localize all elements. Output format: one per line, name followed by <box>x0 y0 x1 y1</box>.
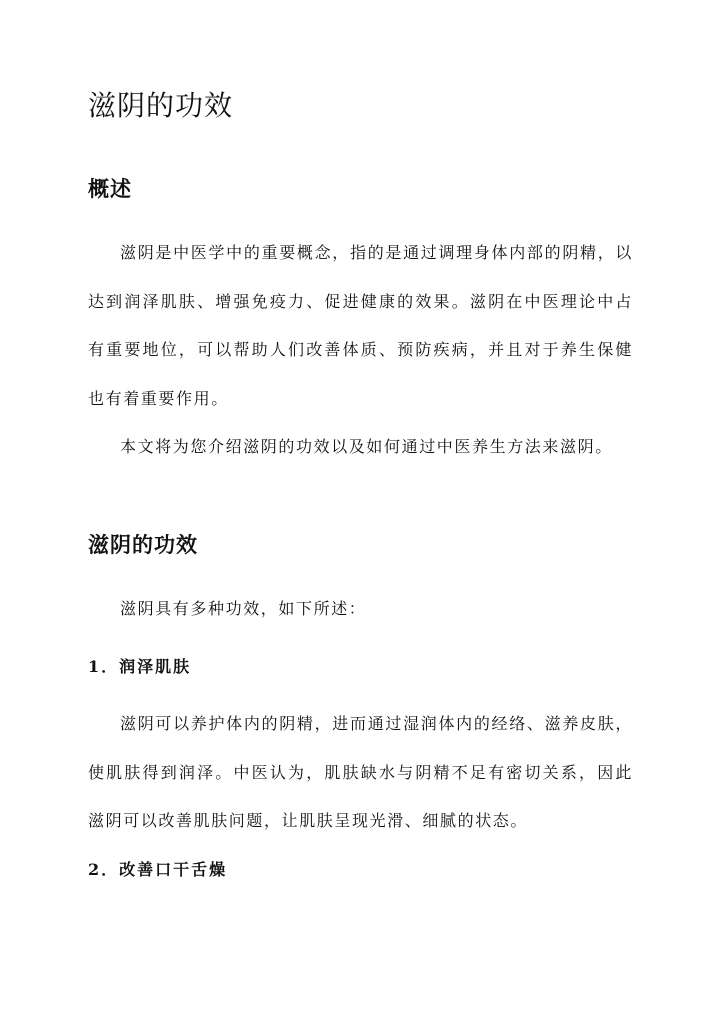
section-heading-overview: 概述 <box>88 176 132 201</box>
overview-paragraph-2: 本文将为您介绍滋阴的功效以及如何通过中医养生方法来滋阴。 <box>120 437 613 456</box>
overview-paragraph-1: 滋阴是中医学中的重要概念，指的是通过调理身体内部的阴精，以达到润泽肌肤、增强免疫力、促进健康的效果。滋阴在中医理论中占有重要地位，可以帮助人们改善体质、预防疾病，并且对于养生保健也有着重要作用。 <box>88 243 633 408</box>
item-paragraph-1: 滋阴可以养护体内的阴精，进而通过湿润体内的经络、滋养皮肤，使肌肤得到润泽。中医认为，肌肤缺水与阴精不足有密切关系，因此滋阴可以改善肌肤问题，让肌肤呈现光滑、细腻的状态。 <box>88 714 633 830</box>
item-heading-2: 2．改善口干舌燥 <box>88 860 228 879</box>
item-heading-1: 1．润泽肌肤 <box>88 657 192 676</box>
section-heading-effects: 滋阴的功效 <box>88 532 198 557</box>
effects-intro: 滋阴具有多种功效，如下所述： <box>120 599 367 618</box>
document-title: 滋阴的功效 <box>88 89 234 122</box>
